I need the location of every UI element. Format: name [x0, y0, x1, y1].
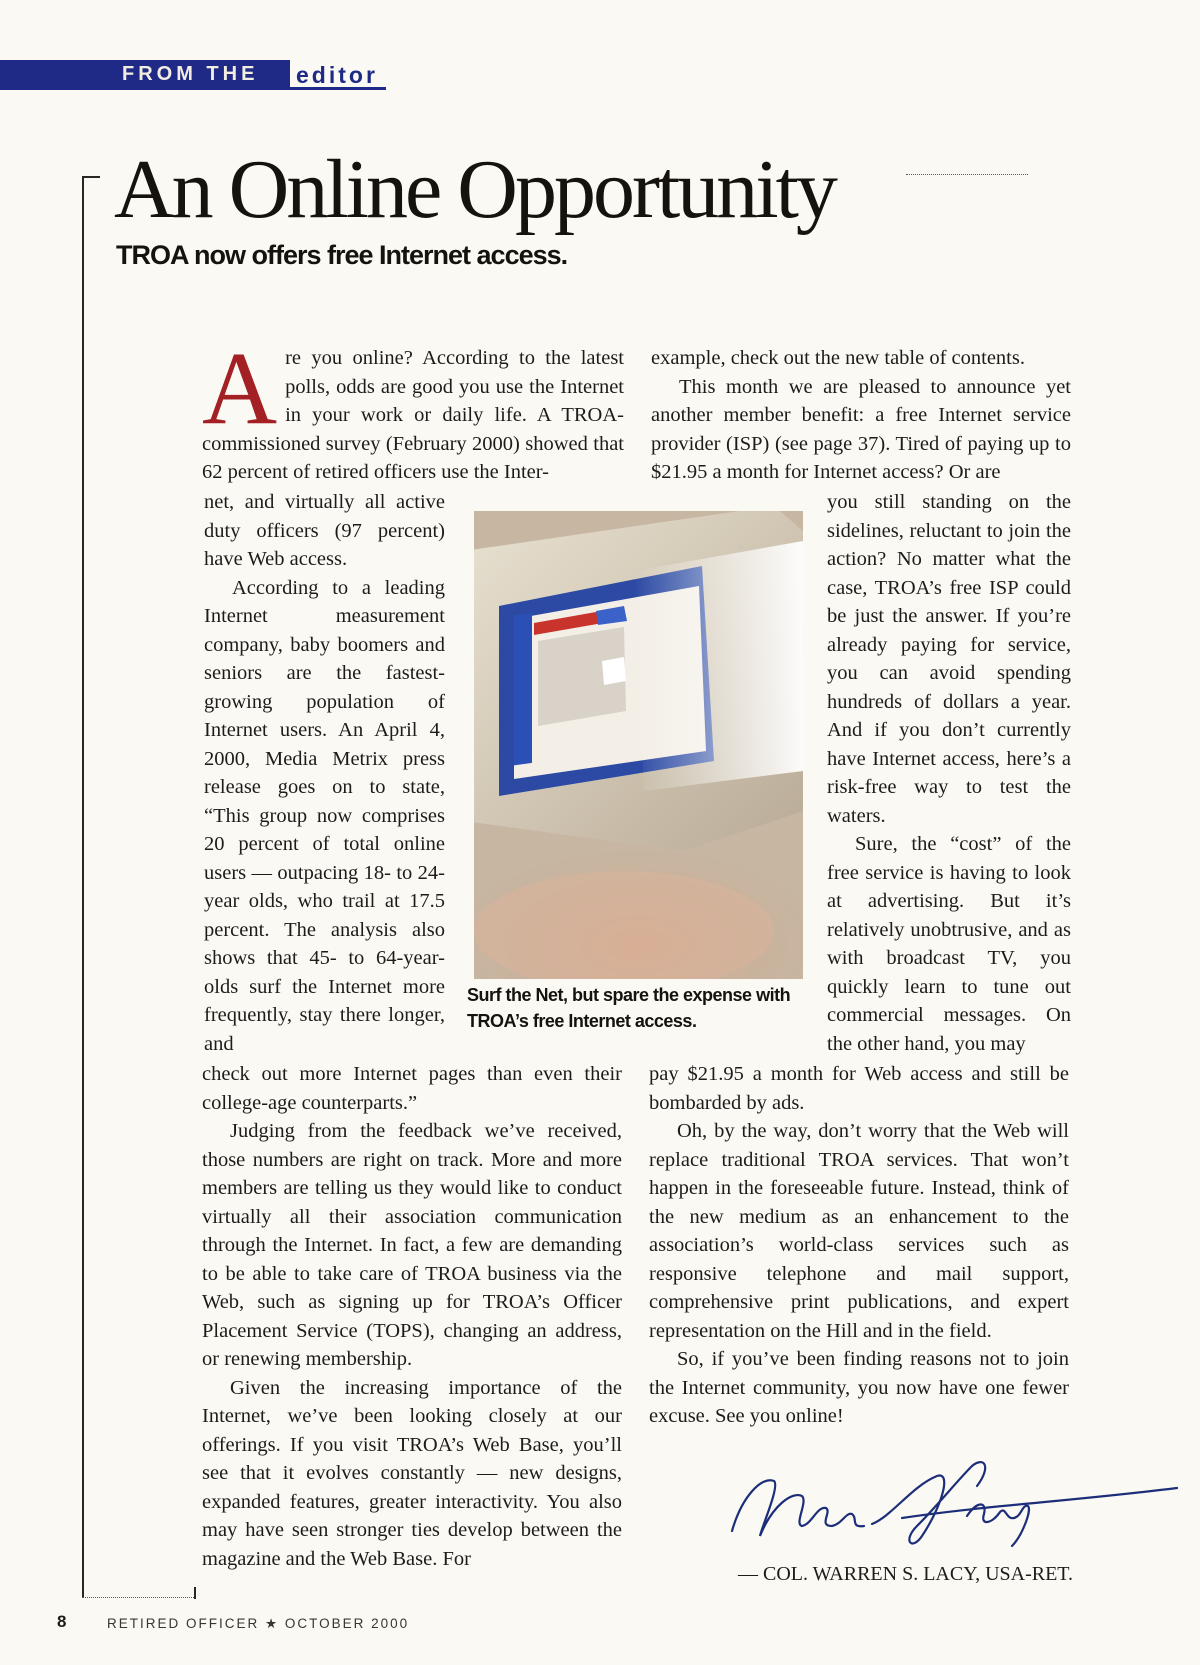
photo-caption: Surf the Net, but spare the expense with TROA’s free Internet access.: [467, 985, 791, 1031]
right-column-narrow: [827, 488, 1071, 1058]
computer-monitor-photo: [474, 511, 803, 979]
drop-cap: A: [202, 331, 278, 446]
paragraph-opening: [202, 331, 624, 487]
paragraph-6-continued: you still standing on the sidelines, reluctant to join the action? No matter what the case, TROA’s free ISP could be just the answer. If you’re already paying for service, you can avoid spending hundreds of dollars a year. And if you don’t currently have Internet access, here’s a risk-free way to test the waters.: [827, 491, 1071, 827]
left-column-top: [202, 331, 624, 487]
page-number: 8: [57, 1612, 67, 1631]
kicker-editor: editor: [296, 62, 378, 88]
paragraph-8: Oh, by the way, don’t worry that the Web will replace traditional TROA services. That won’t happen in the foreseeable future. Instead, think of the new medium as an enhancement to the association’s world-class services such as responsive telephone and mail support, comprehensive print publications, and expert representation on the Hill and in the field.: [649, 1120, 1069, 1342]
paragraph-1-continued: net, and virtually all active duty officers (97 percent) have Web access.: [204, 491, 445, 570]
left-margin-rule: [82, 176, 84, 1598]
title-corner-rule: [82, 176, 100, 178]
paragraph-7-continued: pay $21.95 a month for Web access and still be bombarded by ads.: [649, 1063, 1069, 1114]
paragraph-9: So, if you’ve been finding reasons not to join the Internet community, you now have one fewer excuse. See you online!: [649, 1348, 1069, 1427]
article-title: An Online Opportunity: [114, 143, 835, 236]
paragraph-7: Sure, the “cost” of the free service is having to look at advertising. But it’s relatively unobtrusive, and as with broadcast TV, you quickly learn to tune out commercial messages. On the other hand, you may: [827, 833, 1071, 1055]
bottom-rule-tick: [194, 1587, 196, 1599]
paragraph-5: example, check out the new table of contents.: [651, 347, 1025, 369]
paragraph-4: Given the increasing importance of the Internet, we’ve been looking closely at our offerings. If you visit TROA’s Web Base, you’ll see that it evolves constantly — new designs, expanded features, greater interactivity. You also may have seen stronger ties develop between the magazine and the Web Base. For: [202, 1376, 622, 1570]
author-signoff: — COL. WARREN S. LACY, USA-RET.: [738, 1563, 1074, 1585]
monitor-illustration: [474, 511, 803, 979]
paragraph-opening-text: re you online? According to the latest polls, odds are good you use the Internet in your work or daily life. A TROA-commissioned survey (February 2000) showed that 62 percent of retired officers use the Inter-: [202, 347, 624, 483]
title-dotted-rule: [906, 174, 1028, 175]
left-column-narrow: [204, 488, 445, 1058]
kicker-from-the: FROM THE: [122, 63, 259, 85]
handwritten-signature: [722, 1446, 1182, 1556]
right-column-bottom: [649, 1060, 1069, 1431]
paragraph-6: This month we are pleased to announce yet another member benefit: a free Internet service provider (ISP) (see page 37). Tired of paying up to $21.95 a month for Internet access? Or are: [651, 375, 1071, 483]
right-column-top: [651, 344, 1071, 487]
left-column-bottom: [202, 1060, 622, 1573]
paragraph-2-continued: check out more Internet pages than even their college-age counterparts.”: [202, 1063, 622, 1114]
article-subtitle: TROA now offers free Internet access.: [116, 240, 568, 270]
bottom-dotted-rule: [82, 1597, 194, 1598]
paragraph-3: Judging from the feedback we’ve received, those numbers are right on track. More and more members are telling us they would like to conduct virtually all their association communication through the Internet. In fact, a few are demanding to be able to take care of TROA business via the Web, such as signing up for TROA’s Officer Placement Service (TOPS), changing an address, or renewing membership.: [202, 1120, 622, 1370]
publication-footer: RETIRED OFFICER ★ OCTOBER 2000: [107, 1616, 410, 1631]
paragraph-2: According to a leading Internet measurement company, baby boomers and seniors are the fastest-growing population of Internet users. An April 4, 2000, Media Metrix press release goes on to state, “This group now comprises 20 percent of total online users — outpacing 18- to 24-year olds, who trail at 17.5 percent. The analysis also shows that 45- to 64-year-olds surf the Internet more frequently, stay there longer, and: [204, 576, 445, 1055]
